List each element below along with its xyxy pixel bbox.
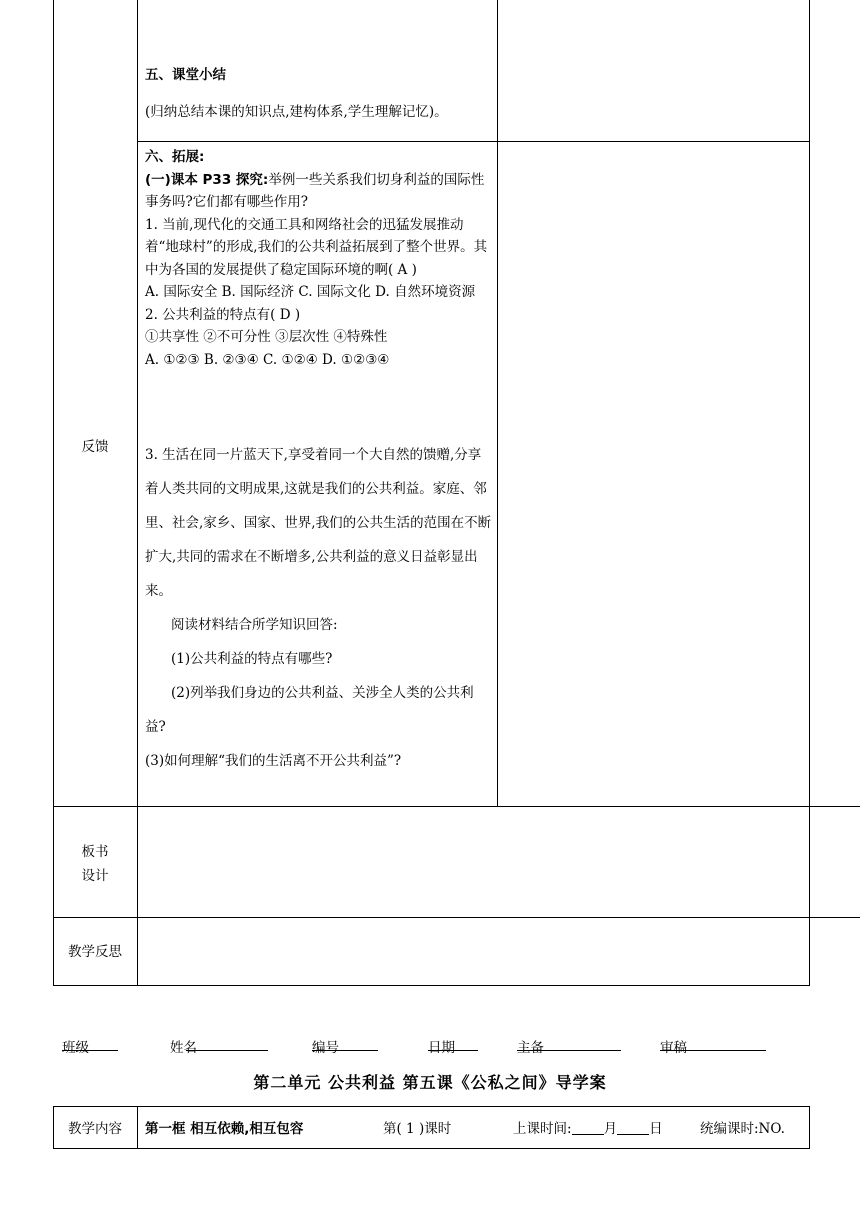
question-3-sub1: (1)公共利益的特点有哪些? (171, 651, 333, 667)
question-2-options: A. ①②③ B. ②③④ C. ①②④ D. ①②③④ (145, 351, 390, 368)
student-info-row (62, 1036, 822, 1058)
question-3-text: 3. 生活在同一片蓝天下,享受着同一个大自然的馈赠,分享着人类共同的文明成果,这就是我们的公共利益。家庭、邻里、社会,家乡、国家、世界,我们的公共生活的范围在不断扩大,共同的需求在不断增多,公共利益的意义日益彰显出来。 (145, 447, 492, 599)
period-text: 第( 1 )课时 (383, 1121, 452, 1137)
number-label: 编号 (312, 1040, 339, 1056)
bottom-table-bottom (53, 1148, 809, 1149)
row-divider-4 (53, 985, 810, 986)
board-label-line1: 板书 (81, 844, 109, 860)
row-divider-2 (53, 806, 860, 807)
month-blank[interactable] (572, 1120, 604, 1135)
extension-section (145, 146, 493, 371)
question-1-options: A. 国际安全 B. 国际经济 C. 国际文化 D. 自然环境资源 (145, 284, 476, 300)
question-2-items: ①共享性 ②不可分性 ③层次性 ④特殊性 (145, 329, 388, 345)
table-border-left (53, 0, 54, 986)
board-label-line2: 设计 (81, 868, 109, 884)
date-label: 日期 (428, 1040, 455, 1056)
extension-heading: 六、拓展: (145, 149, 205, 165)
review-blank[interactable] (660, 1036, 766, 1051)
summary-section (145, 64, 493, 123)
row-divider-1 (137, 141, 809, 142)
day-blank[interactable] (617, 1120, 649, 1135)
document-title: 第二单元 公共利益 第五课《公私之间》导学案 (253, 1073, 607, 1092)
summary-text: (归纳总结本课的知识点,建构体系,学生理解记忆)。 (145, 103, 448, 120)
table-divider-middle (497, 0, 498, 807)
inquiry-paragraph (145, 169, 493, 214)
board-design-label (53, 840, 137, 888)
lead-blank[interactable] (517, 1036, 621, 1051)
feedback-label: 反馈 (81, 439, 109, 455)
date-blank[interactable] (428, 1036, 478, 1051)
unified-period: 统编课时:NO. (700, 1121, 785, 1137)
reflection-label: 教学反思 (68, 944, 122, 960)
question-3-sub2: (2)列举我们身边的公共利益、关涉全人类的公共利益? (145, 685, 474, 735)
table-divider-right (809, 0, 810, 986)
question-1: 1. 当前,现代化的交通工具和网络社会的迅猛发展推动着“地球村”的形成,我们的公共利益拓展到了整个世界。其中为各国的发展提供了稳定国际环境的啊( A ) (145, 216, 488, 278)
bottom-table-top (53, 1106, 809, 1107)
lead-label: 主备 (517, 1040, 544, 1056)
class-blank[interactable] (62, 1036, 118, 1051)
name-label: 姓名 (170, 1040, 197, 1056)
question-2: 2. 公共利益的特点有( D ) (145, 306, 301, 323)
question-3-block (145, 438, 493, 778)
review-label: 审稿 (660, 1040, 687, 1056)
name-blank[interactable] (186, 1036, 268, 1051)
inquiry-text: 举例一些关系我们切身利益的国际性事务吗?它们都有哪些作用? (145, 171, 485, 210)
day-label: 日 (649, 1121, 663, 1137)
question-3-sub3: (3)如何理解“我们的生活离不开公共利益”? (145, 753, 402, 769)
class-time (513, 1117, 663, 1137)
content-label: 教学内容 (68, 1121, 122, 1137)
table-divider-label (137, 0, 138, 986)
summary-heading: 五、课堂小结 (145, 67, 226, 83)
question-3-prompt: 阅读材料结合所学知识回答: (171, 617, 338, 633)
lesson-title: 第一框 相互依赖,相互包容 (145, 1121, 304, 1137)
month-label: 月 (603, 1121, 618, 1137)
bottom-table-divider (137, 1106, 138, 1149)
row-divider-3 (53, 917, 860, 918)
number-blank[interactable] (312, 1036, 378, 1051)
inquiry-label: (一)课本 P33 探究: (145, 171, 269, 188)
time-label: 上课时间: (513, 1121, 572, 1137)
bottom-table-right (809, 1106, 810, 1149)
class-label: 班级 (62, 1040, 89, 1056)
